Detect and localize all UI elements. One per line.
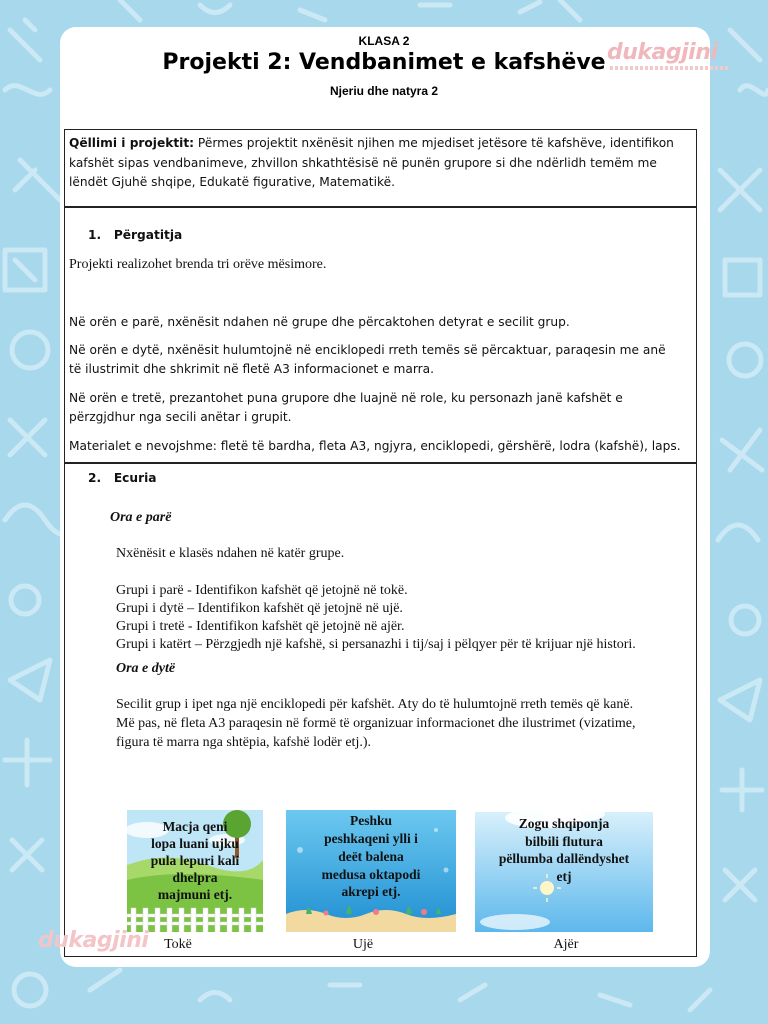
- card-line: pula lepuri kali: [150, 853, 240, 868]
- card-line: bilbili flutura: [525, 834, 603, 849]
- ora1-title: Ora e parë: [110, 510, 172, 525]
- card-line: Zogu shqiponja: [518, 816, 610, 831]
- objective-text: Përmes projektit nxënësit njihen me mjediset jetësore të kafshëve, identifikon: [194, 136, 674, 150]
- preparation-p1: Në orën e parë, nxënësit ndahen në grupe dhe përcaktohen detyrat e secilit grup.: [69, 315, 570, 329]
- ora2-title: Ora e dytë: [116, 661, 176, 676]
- preparation-p2-line2: të ilustrimit dhe shkrimit në fletë A3 informacionet e marra.: [69, 362, 435, 376]
- section-heading-process: 2. Ecuria: [88, 471, 157, 485]
- group-item: Grupi i katërt – Përzgjedh një kafshë, si persanazhi i tij/saj i pëlqyer për të krijuar një histori.: [116, 637, 636, 652]
- objective-line-2: kafshët sipas vendbanimeve, zhvillon shkathtësisë në punën grupore si dhe ndërlidh temëm me: [69, 156, 657, 170]
- card-line: peshkaqeni ylli i: [324, 831, 418, 846]
- card-line: Peshku: [349, 813, 393, 828]
- group-item: Grupi i tretë - Identifikon kafshët që jetojnë në ajër.: [116, 619, 405, 634]
- section-divider: [64, 462, 697, 464]
- card-line: dhelpra: [172, 870, 218, 885]
- card-line: medusa oktapodi: [321, 867, 421, 882]
- objective-label: Qëllimi i projektit:: [69, 136, 195, 150]
- group-item: Grupi i parë - Identifikon kafshët që jetojnë në tokë.: [116, 583, 408, 598]
- objective-line-1: [69, 133, 695, 153]
- preparation-p3-line1: Në orën e tretë, prezantohet puna grupore dhe luajnë në role, ku personazh janë kafshët e: [69, 391, 623, 405]
- card-line: majmuni etj.: [157, 887, 233, 902]
- section-divider: [64, 206, 697, 208]
- land-animals-card: [127, 810, 263, 932]
- preparation-intro: Projekti realizohet brenda tri orëve mësimore.: [69, 257, 327, 272]
- preparation-p3-line2: përzgjdhur nga secili anëtar i grupit.: [69, 410, 292, 424]
- card-line: Macja qeni: [162, 819, 228, 834]
- card-line: pëllumba dallëndyshet: [498, 851, 630, 866]
- card-line: lopa luani ujku: [151, 836, 239, 851]
- card-line: deët balena: [338, 849, 404, 864]
- preparation-p2-line1: Në orën e dytë, nxënësit hulumtojnë në enciklopedi rreth temës së përcaktuar, paraqesin me anë: [69, 343, 666, 357]
- section-heading-preparation: 1. Përgatitja: [88, 228, 183, 242]
- air-animals-card: [475, 812, 653, 932]
- ora2-line2: Më pas, në fleta A3 paraqesin në formë të organizuar informacionet dhe ilustrimet (vizatime,: [116, 716, 636, 731]
- ora2-line3: figura të marra nga shtëpia, kafshë lodër etj.).: [116, 735, 372, 750]
- class-label: KLASA 2: [358, 34, 410, 48]
- group-item: Grupi i dytë – Identifikon kafshët që jetojnë në ujë.: [116, 601, 403, 616]
- card-caption-land: Tokë: [164, 937, 192, 952]
- card-line: etj: [556, 869, 572, 884]
- page-subtitle: Njeriu dhe natyra 2: [329, 84, 439, 98]
- brand-logo-top: dukagjini: [607, 40, 718, 65]
- card-line: akrepi etj.: [341, 884, 401, 899]
- water-animals-card: [286, 810, 456, 932]
- card-caption-air: Ajër: [553, 937, 579, 952]
- card-caption-water: Ujë: [352, 937, 374, 952]
- ora2-line1: Secilit grup i ipet nga një enciklopedi për kafshët. Aty do të hulumtojnë rreth temës që kanë.: [116, 697, 634, 712]
- objective-line-3: lëndët Gjuhë shqipe, Edukatë figurative, Matematikë.: [69, 175, 395, 189]
- page-title: Projekti 2: Vendbanimet e kafshëve: [162, 50, 606, 75]
- brand-logo-watermark: dukagjini: [38, 928, 149, 953]
- ora1-intro: Nxënësit e klasës ndahen në katër grupe.: [116, 546, 345, 561]
- preparation-materials: Materialet e nevojshme: fletë të bardha, fleta A3, ngjyra, enciklopedi, gërshërë, lodra (kafshë), laps.: [69, 439, 681, 453]
